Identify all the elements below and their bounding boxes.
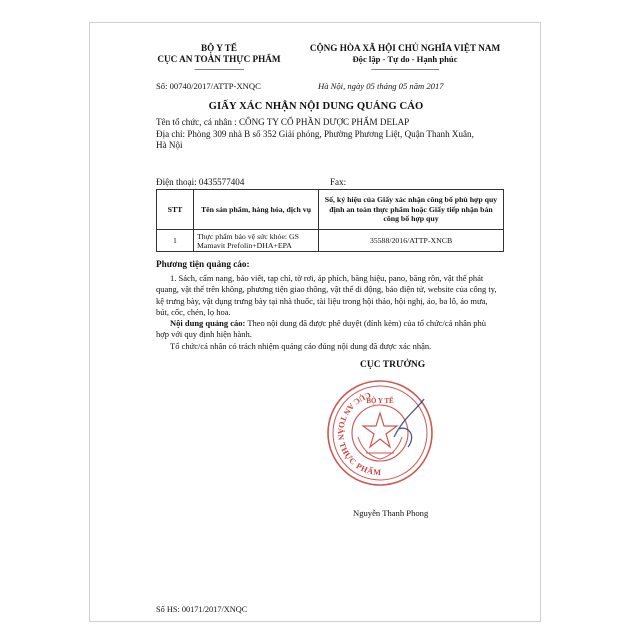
seal-top-text: BỘ Y TẾ <box>366 397 394 405</box>
organization-address: Địa chỉ: Phòng 309 nhà B số 352 Giải phóng, Phường Phương Liệt, Quận Thanh Xuân, Hà Nội <box>156 129 474 151</box>
seal-ring-text: CỤC AN TOÀN THỰC PHẨM <box>335 390 382 478</box>
issuer-header <box>144 43 294 73</box>
content-paragraph <box>156 318 501 341</box>
content-text: Theo nội dung đã được phê duyệt (đính kèm) của tổ chức/cá nhân phù hợp với quy định hiện hành. <box>156 318 486 340</box>
national-divider: ------------------------------------- <box>371 65 439 73</box>
signer-name: Nguyễn Thanh Phong <box>353 508 429 518</box>
responsibility-statement: Tổ chức/cá nhân có trách nhiệm quảng cáo đúng nội dung đã được xác nhận. <box>170 341 432 351</box>
organization-name: Tên tổ chức, cá nhân : CÔNG TY CỔ PHẦN DƯỢC PHẨM DELAP <box>156 117 410 127</box>
content-label: Nội dung quảng cáo: <box>170 318 246 328</box>
national-header <box>300 43 510 73</box>
document-date: Hà Nội, ngày 05 tháng 05 năm 2017 <box>318 81 444 91</box>
national-motto: Độc lập - Tự do - Hạnh phúc <box>352 54 458 64</box>
ministry-name: BỘ Y TẾ <box>201 43 237 53</box>
document-title: GIẤY XÁC NHẬN NỘI DUNG QUẢNG CÁO <box>208 101 424 112</box>
document-page <box>89 22 541 622</box>
issuer-divider: --------------------------- <box>194 65 244 73</box>
row-certificate-number: 35588/2016/ATTP-XNCB <box>319 230 504 252</box>
organization-fax: Fax: <box>330 177 347 187</box>
row-stt: 1 <box>157 230 194 252</box>
table-row <box>157 230 504 252</box>
media-list: 1. Sách, cẩm nang, báo viết, tạp chí, tờ rơi, áp phích, băng hiệu, pano, băng rôn, vật thể phát quang, vật thể trên không, phương tiện giao thông, vật thể di động, báo điện tử, website của công ty, kệ trưng bày, vật dụng trưng bày tại nhà thuốc, tài liệu trong hội thảo, hội nghị, áo, ba lô, áo mưa, bút, cốc, chén, lọ hoa. <box>156 273 497 317</box>
header-product: Tên sản phẩm, hàng hóa, dịch vụ <box>194 190 319 230</box>
signer-title: CỤC TRƯỞNG <box>360 360 426 370</box>
product-table <box>156 189 504 252</box>
table-header-row <box>157 190 504 230</box>
organization-phone: Điện thoại: 0435577404 <box>156 177 245 187</box>
row-product-name: Thực phẩm bảo vệ sức khỏe: GS Mamavit Prefolin+DHA+EPA <box>194 230 319 252</box>
header-stt: STT <box>157 190 194 230</box>
national-title: CỘNG HÒA XÃ HỘI CHỦ NGHĨA VIỆT NAM <box>309 43 501 53</box>
header-certificate: Số, ký hiệu của Giấy xác nhận công bố phù hợp quy định an toàn thực phẩm hoặc Giấy tiếp nhận bản công bố hợp quy <box>319 190 504 230</box>
agency-name: CỤC AN TOÀN THỰC PHẨM <box>157 54 281 64</box>
document-number: Số: 00740/2017/ATTP-XNQC <box>156 81 261 91</box>
dossier-number: Số HS: 00171/2017/XNQC <box>156 605 248 614</box>
signature-stroke <box>394 399 424 447</box>
official-seal-icon <box>324 377 436 489</box>
media-heading: Phương tiện quảng cáo: <box>156 259 250 269</box>
